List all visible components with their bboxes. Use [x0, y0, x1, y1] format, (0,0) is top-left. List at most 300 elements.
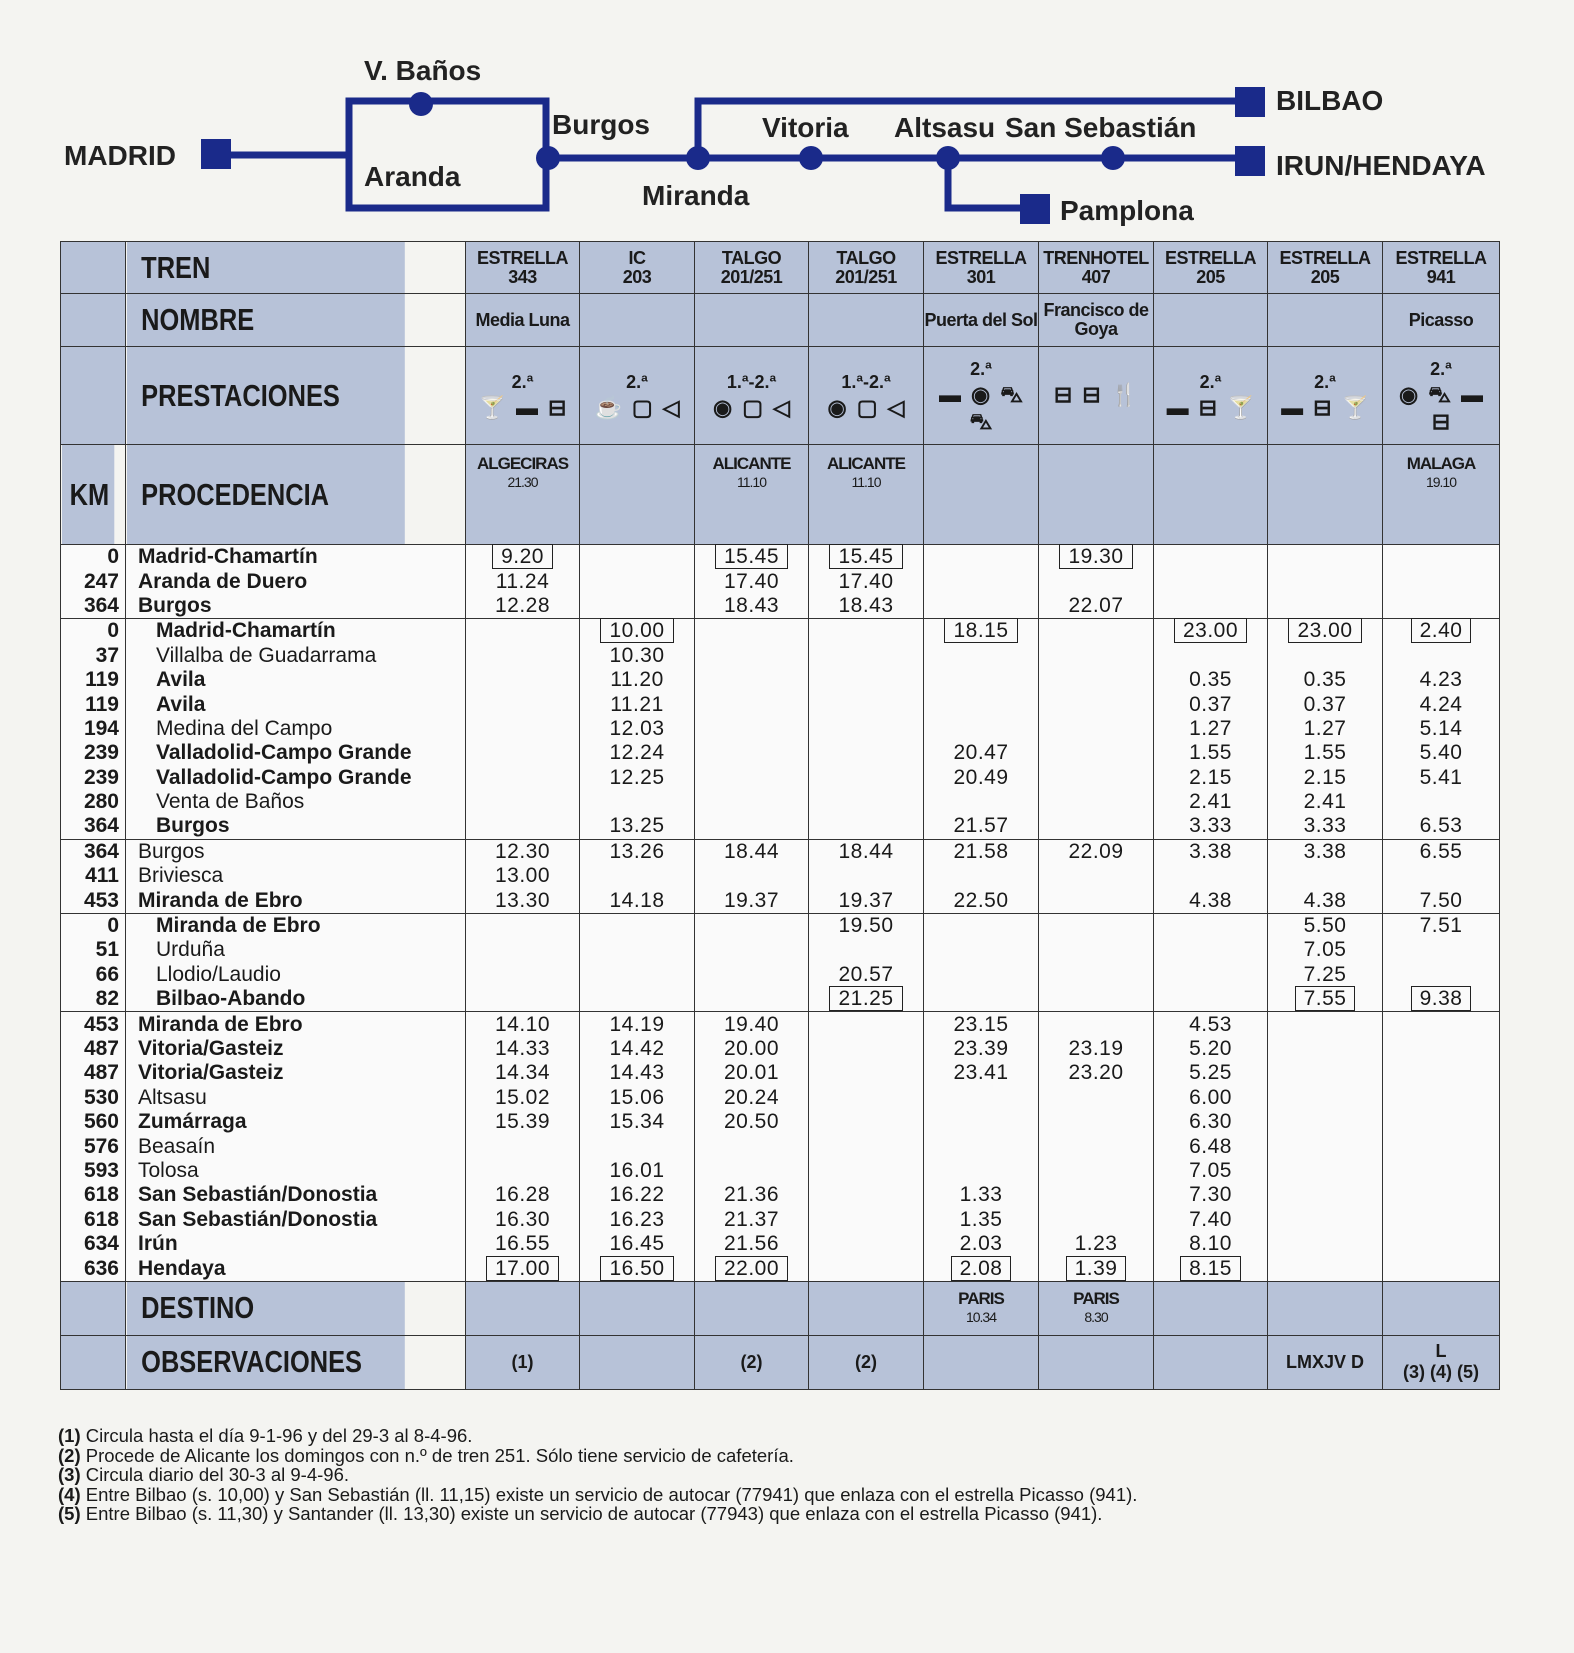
table-row: [61, 619, 1500, 644]
time-cell: [1268, 814, 1383, 839]
time-value: 16.28: [494, 1183, 551, 1207]
station-name: Burgos: [126, 839, 466, 864]
train-name: [580, 294, 695, 347]
time-value: 0.35: [1189, 668, 1232, 692]
train-name: [1154, 294, 1268, 347]
time-value: 7.05: [1303, 938, 1347, 962]
train-observations: [695, 1335, 809, 1389]
station-name: Burgos: [126, 594, 466, 619]
time-cell: [466, 644, 580, 668]
time-value-boxed: 18.15: [944, 618, 1017, 643]
table-row: [61, 913, 1500, 938]
time-cell: [580, 1061, 695, 1085]
station-name: Miranda de Ebro: [126, 1012, 466, 1037]
time-value: 14.34: [494, 1061, 551, 1085]
table-row: [61, 963, 1500, 987]
time-cell: [580, 1183, 695, 1207]
time-cell: [1268, 1183, 1383, 1207]
train-class: 2.ª: [1199, 372, 1222, 392]
train-type: ESTRELLA: [1395, 247, 1487, 268]
train-observations: [580, 1335, 695, 1389]
time-cell: [695, 888, 809, 913]
service-icons: [695, 395, 808, 422]
time-value: 20.01: [723, 1061, 780, 1085]
time-cell: [1154, 963, 1268, 987]
time-value: 1.35: [959, 1207, 1003, 1231]
header-km: KM: [61, 445, 114, 545]
time-cell: [809, 1208, 924, 1232]
time-cell: [1383, 766, 1500, 790]
time-cell: [924, 1183, 1039, 1207]
time-cell: [1154, 864, 1268, 888]
time-cell: [1039, 938, 1154, 962]
footnote: [58, 1446, 1137, 1466]
time-value: 14.42: [609, 1037, 665, 1060]
time-cell: [924, 1134, 1039, 1158]
time-cell: [1154, 938, 1268, 962]
video-icon: ▢: [856, 395, 878, 420]
destination-time: 10.34: [965, 1309, 997, 1326]
train-type: IC: [628, 247, 646, 268]
train-destination: [580, 1281, 695, 1335]
station-sansebastian-dot: [1101, 146, 1125, 170]
time-cell: [466, 864, 580, 888]
header-empty: [61, 1281, 126, 1335]
time-value: 21.36: [723, 1183, 780, 1207]
train-id-cell: [580, 242, 695, 294]
km-cell: 119: [61, 692, 126, 716]
time-cell: [580, 790, 695, 814]
time-cell: [466, 839, 580, 864]
time-value: 20.00: [723, 1037, 780, 1060]
time-cell: [924, 1037, 1039, 1061]
header-procedencia: PROCEDENCIA: [126, 445, 405, 545]
map-label-sansebastian: San Sebastián: [1005, 112, 1197, 143]
train-name: Puerta del Sol: [924, 294, 1039, 347]
km-cell: 636: [61, 1256, 126, 1281]
train-observations: [809, 1335, 924, 1389]
time-value: 21.37: [723, 1207, 780, 1231]
terminus-pamplona-icon: [1020, 194, 1050, 224]
time-value: 2.15: [1189, 765, 1232, 789]
audio-icon: ◁: [887, 395, 905, 420]
time-cell: [1383, 692, 1500, 716]
time-value: 10.30: [609, 643, 665, 667]
time-cell: [466, 814, 580, 839]
time-value: 17.40: [838, 569, 894, 593]
time-cell: [809, 913, 924, 938]
station-name: Avila: [126, 668, 466, 692]
time-value-boxed: 23.00: [1174, 618, 1247, 643]
time-cell: [809, 594, 924, 619]
time-cell: [1154, 1037, 1268, 1061]
station-name: Altsasu: [126, 1086, 466, 1110]
time-cell: [466, 888, 580, 913]
footnote-number: (5): [58, 1503, 81, 1525]
time-cell: [1383, 864, 1500, 888]
time-cell: [809, 963, 924, 987]
km-cell: 0: [61, 913, 126, 938]
time-cell: [466, 1256, 580, 1281]
time-cell: [1154, 1208, 1268, 1232]
time-value-boxed: 9.38: [1411, 986, 1472, 1011]
time-value: 1.23: [1074, 1232, 1118, 1256]
time-value: 7.25: [1303, 962, 1347, 986]
time-cell: [695, 1232, 809, 1256]
table-row: [61, 864, 1500, 888]
train-class: 2.ª: [970, 358, 992, 379]
time-value: 13.26: [609, 839, 665, 863]
table-row: [61, 1232, 1500, 1256]
time-cell: [695, 1159, 809, 1183]
bed-icon: ▬: [1281, 395, 1304, 420]
time-value: 16.23: [609, 1207, 665, 1231]
train-services: [466, 347, 580, 445]
time-value: 11.21: [610, 692, 664, 716]
time-value: 21.57: [953, 814, 1009, 838]
table-row: [61, 1256, 1500, 1281]
time-value: 18.43: [838, 593, 894, 617]
km-cell: 364: [61, 839, 126, 864]
station-name: Tolosa: [126, 1159, 466, 1183]
time-cell: [695, 913, 809, 938]
train-destination: [1383, 1281, 1500, 1335]
train-name: Media Luna: [466, 294, 580, 347]
time-cell: [580, 569, 695, 593]
time-cell: [924, 1012, 1039, 1037]
time-cell: [580, 717, 695, 741]
time-value: 7.05: [1189, 1158, 1232, 1182]
train-origin: [809, 445, 924, 545]
time-cell: [1039, 1232, 1154, 1256]
time-cell: [1154, 987, 1268, 1012]
time-value: 4.38: [1189, 888, 1232, 912]
train-type: ESTRELLA: [1279, 247, 1371, 268]
time-value: 4.38: [1303, 888, 1347, 912]
footnote-text: Entre Bilbao (s. 10,00) y San Sebastián (ll. 11,15) existe un servicio de autocar (77941) que enlaza con el estrella Picasso (941).: [80, 1483, 1138, 1505]
time-cell: [924, 569, 1039, 593]
time-value-boxed: 9.20: [492, 544, 553, 569]
time-cell: [695, 864, 809, 888]
map-label-madrid: MADRID: [64, 140, 176, 171]
time-cell: [809, 1232, 924, 1256]
time-value: 4.24: [1419, 692, 1463, 716]
time-cell: [1268, 741, 1383, 765]
time-value: 1.33: [959, 1183, 1003, 1207]
time-cell: [695, 1061, 809, 1085]
time-cell: [1383, 814, 1500, 839]
time-value: 21.58: [953, 839, 1009, 863]
time-cell: [809, 1061, 924, 1085]
time-cell: [1154, 741, 1268, 765]
time-cell: [1039, 1037, 1154, 1061]
time-cell: [1268, 692, 1383, 716]
map-label-vbanos: V. Baños: [364, 55, 482, 86]
time-cell: [1383, 644, 1500, 668]
time-value: 5.25: [1189, 1061, 1232, 1085]
train-origin: [1154, 445, 1268, 545]
time-value-boxed: 8.15: [1180, 1256, 1241, 1281]
table-row: [61, 1208, 1500, 1232]
km-cell: 411: [61, 864, 126, 888]
km-cell: 487: [61, 1061, 126, 1085]
time-cell: [924, 1256, 1039, 1281]
time-cell: [924, 1086, 1039, 1110]
time-value: 6.55: [1419, 839, 1463, 863]
time-cell: [580, 741, 695, 765]
time-cell: [809, 692, 924, 716]
time-cell: [695, 1037, 809, 1061]
time-cell: [1039, 594, 1154, 619]
footnote: [58, 1465, 1137, 1485]
time-cell: [924, 1061, 1039, 1085]
time-cell: [924, 545, 1039, 570]
time-cell: [1268, 1208, 1383, 1232]
time-value: 6.53: [1419, 814, 1463, 838]
time-cell: [466, 594, 580, 619]
timetable: [60, 241, 1500, 1390]
time-cell: [1154, 717, 1268, 741]
train-number: 343: [508, 266, 537, 287]
time-cell: [1154, 644, 1268, 668]
time-cell: [695, 569, 809, 593]
time-cell: [695, 1256, 809, 1281]
time-cell: [466, 741, 580, 765]
time-cell: [695, 790, 809, 814]
train-number: 201/251: [835, 266, 897, 287]
car-icon: ⛍: [1428, 381, 1451, 407]
time-value: 20.49: [953, 765, 1009, 789]
service-icons: [1268, 395, 1382, 422]
car-icon: ⛍: [1000, 381, 1023, 407]
time-cell: [580, 1012, 695, 1037]
time-cell: [695, 1086, 809, 1110]
time-cell: [1154, 1086, 1268, 1110]
km-cell: 453: [61, 888, 126, 913]
bed-icon: ▬: [939, 381, 962, 407]
observation-ref: (2): [740, 1351, 763, 1372]
map-label-burgos: Burgos: [552, 109, 650, 140]
time-cell: [924, 717, 1039, 741]
table-row: [61, 644, 1500, 668]
time-cell: [1039, 913, 1154, 938]
time-cell: [1154, 1159, 1268, 1183]
train-number: 205: [1310, 266, 1340, 287]
table-row: [61, 888, 1500, 913]
time-cell: [1039, 1061, 1154, 1085]
time-cell: [1268, 1037, 1383, 1061]
time-cell: [1268, 569, 1383, 593]
train-name: [695, 294, 809, 347]
time-cell: [924, 864, 1039, 888]
time-cell: [1268, 594, 1383, 619]
station-name: Llodio/Laudio: [126, 963, 466, 987]
time-value: 0.37: [1189, 692, 1232, 716]
time-cell: [1383, 668, 1500, 692]
time-cell: [466, 1012, 580, 1037]
footnote-number: (3): [58, 1464, 81, 1486]
sleeper-icon: ⊟: [1053, 382, 1073, 407]
header-empty: [61, 242, 126, 294]
time-cell: [1383, 619, 1500, 644]
time-cell: [1268, 938, 1383, 962]
station-name: Bilbao-Abando: [126, 987, 466, 1012]
table-row: [61, 717, 1500, 741]
train-number: 301: [966, 266, 996, 287]
train-number: 203: [622, 266, 652, 287]
table-row: [61, 741, 1500, 765]
station-name: Miranda de Ebro: [126, 888, 466, 913]
time-cell: [580, 1134, 695, 1158]
train-origin: [466, 445, 580, 545]
time-value: 12.28: [494, 593, 551, 617]
couchette-icon: ⊟: [1313, 395, 1332, 420]
time-cell: [695, 839, 809, 864]
time-value-boxed: 23.00: [1288, 618, 1361, 643]
time-cell: [1039, 569, 1154, 593]
km-cell: 0: [61, 545, 126, 570]
time-cell: [580, 1232, 695, 1256]
time-value: 19.37: [723, 888, 780, 912]
header-empty: [61, 294, 126, 347]
time-value: 5.20: [1189, 1037, 1232, 1060]
station-name: Aranda de Duero: [126, 569, 466, 593]
train-number: 201/251: [720, 266, 783, 287]
train-number: 407: [1081, 266, 1111, 287]
time-cell: [809, 987, 924, 1012]
time-cell: [695, 692, 809, 716]
time-cell: [1039, 1159, 1154, 1183]
time-cell: [695, 1208, 809, 1232]
time-value-boxed: 15.45: [829, 544, 902, 569]
time-cell: [1383, 963, 1500, 987]
train-id-cell: [1039, 242, 1154, 294]
km-cell: 66: [61, 963, 126, 987]
time-value: 2.41: [1303, 790, 1347, 814]
train-class: 2.ª: [511, 372, 534, 392]
train-type: TALGO: [721, 247, 782, 268]
time-value: 16.01: [609, 1158, 665, 1182]
time-cell: [924, 594, 1039, 619]
time-cell: [1268, 913, 1383, 938]
time-cell: [466, 668, 580, 692]
train-type: ESTRELLA: [935, 247, 1027, 268]
table-row: [61, 1183, 1500, 1207]
time-value: 18.44: [723, 839, 780, 863]
time-cell: [466, 766, 580, 790]
time-cell: [1154, 692, 1268, 716]
km-cell: 576: [61, 1134, 126, 1158]
time-cell: [695, 619, 809, 644]
km-cell: 618: [61, 1183, 126, 1207]
time-cell: [1039, 1208, 1154, 1232]
train-destination: [695, 1281, 809, 1335]
time-cell: [809, 888, 924, 913]
time-cell: [466, 692, 580, 716]
time-value: 1.27: [1303, 716, 1347, 740]
time-cell: [466, 1110, 580, 1134]
time-cell: [466, 1159, 580, 1183]
train-type: ESTRELLA: [1164, 247, 1256, 268]
service-icons: [466, 395, 579, 422]
time-cell: [924, 619, 1039, 644]
time-cell: [580, 1086, 695, 1110]
train-origin: [695, 445, 809, 545]
time-cell: [695, 1183, 809, 1207]
time-value: 5.50: [1303, 914, 1347, 938]
time-value: 16.22: [609, 1183, 665, 1207]
time-cell: [1039, 1086, 1154, 1110]
time-cell: [1039, 1256, 1154, 1281]
time-cell: [1039, 864, 1154, 888]
time-value: 16.55: [494, 1232, 551, 1256]
km-cell: 453: [61, 1012, 126, 1037]
couchette-icon: ⊟: [1431, 408, 1451, 434]
station-name: Vitoria/Gasteiz: [126, 1061, 466, 1085]
bar-icon: 🍸: [1341, 395, 1369, 420]
time-value: 3.33: [1303, 814, 1347, 838]
time-cell: [695, 668, 809, 692]
time-cell: [1154, 1134, 1268, 1158]
station-name: San Sebastián/Donostia: [126, 1208, 466, 1232]
time-cell: [466, 1134, 580, 1158]
time-cell: [695, 545, 809, 570]
table-row: [61, 938, 1500, 962]
time-cell: [924, 668, 1039, 692]
origin-time: 21.30: [507, 474, 538, 490]
time-cell: [1039, 839, 1154, 864]
time-value: 6.00: [1189, 1085, 1232, 1109]
time-value: 22.50: [953, 888, 1009, 912]
time-value: 23.39: [953, 1037, 1009, 1060]
time-value: 19.37: [838, 888, 894, 912]
time-cell: [1039, 790, 1154, 814]
station-name: Valladolid-Campo Grande: [126, 741, 466, 765]
time-cell: [1383, 1110, 1500, 1134]
table-row: [61, 692, 1500, 716]
time-value-boxed: 22.00: [715, 1256, 788, 1281]
table-row: [61, 1159, 1500, 1183]
station-name: Briviesca: [126, 864, 466, 888]
time-cell: [580, 1256, 695, 1281]
time-cell: [580, 864, 695, 888]
time-cell: [809, 644, 924, 668]
train-class: 2.ª: [626, 372, 648, 392]
train-type: ESTRELLA: [476, 247, 568, 268]
table-row: [61, 987, 1500, 1012]
time-value: 13.30: [494, 888, 551, 912]
time-value: 22.09: [1068, 839, 1124, 863]
time-cell: [1383, 888, 1500, 913]
time-value: 3.33: [1189, 814, 1232, 838]
map-label-vitoria: Vitoria: [762, 112, 849, 143]
time-cell: [1154, 1012, 1268, 1037]
footnote-number: (2): [58, 1444, 81, 1466]
time-cell: [1268, 1232, 1383, 1256]
time-value: 14.43: [609, 1061, 665, 1085]
time-cell: [1383, 1232, 1500, 1256]
origin-station: ALICANTE: [712, 454, 791, 473]
station-burgos-dot: [536, 146, 560, 170]
station-name: San Sebastián/Donostia: [126, 1183, 466, 1207]
train-services: [1383, 347, 1500, 445]
time-cell: [1268, 888, 1383, 913]
time-cell: [1383, 569, 1500, 593]
time-cell: [1383, 1037, 1500, 1061]
time-value: 7.51: [1419, 914, 1463, 938]
time-cell: [1383, 839, 1500, 864]
train-destination: [1039, 1281, 1154, 1335]
